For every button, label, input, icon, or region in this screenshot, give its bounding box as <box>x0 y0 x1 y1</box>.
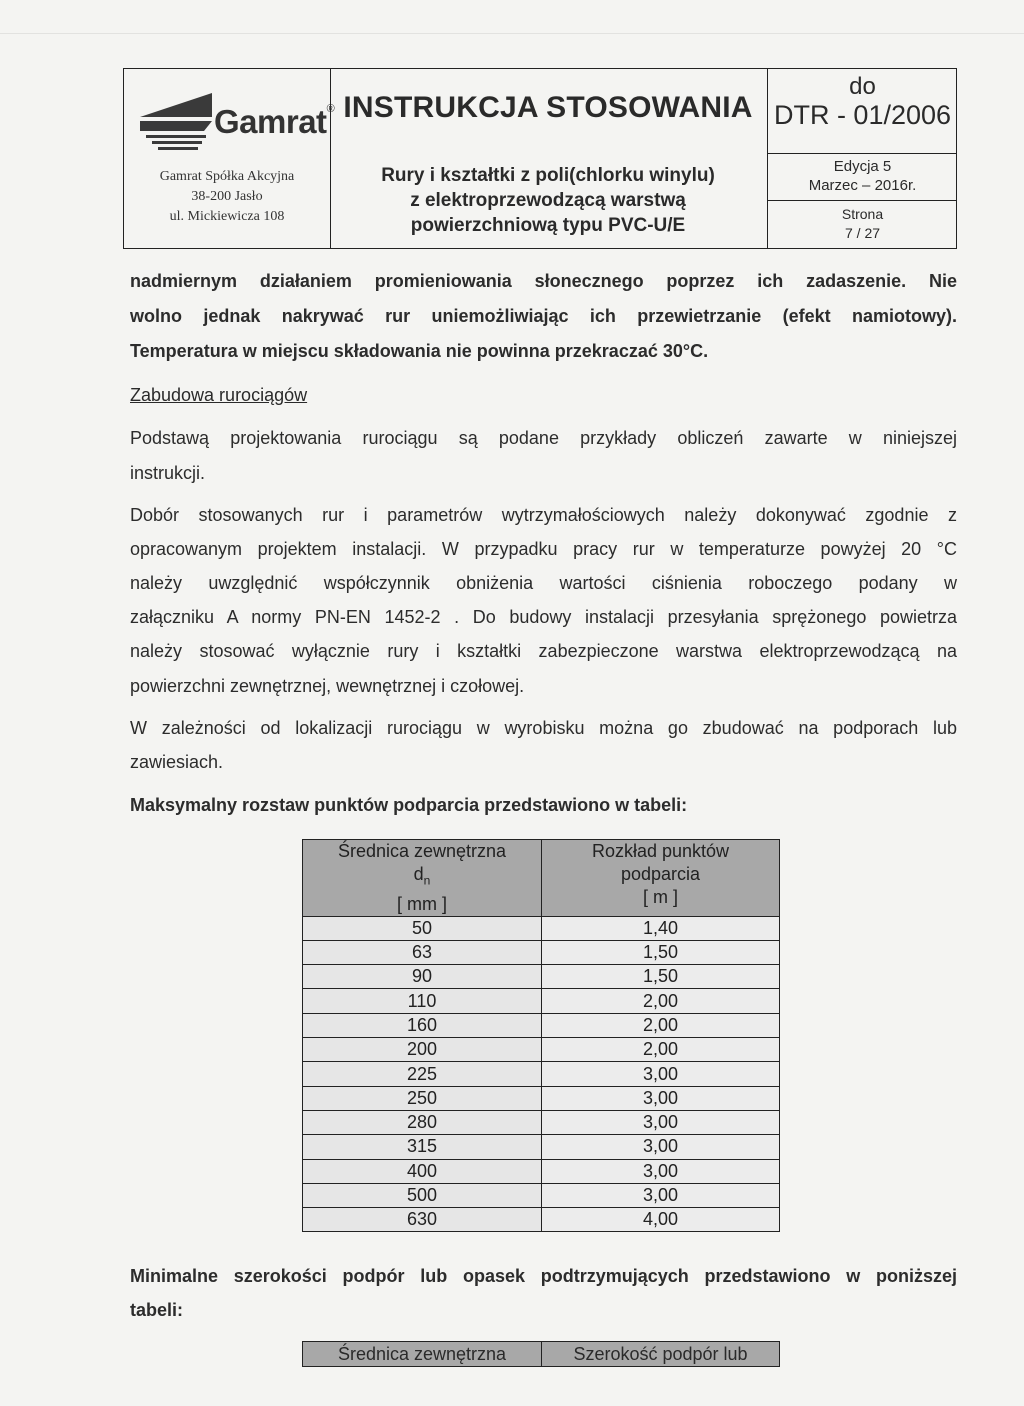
table-header-row <box>303 1342 780 1367</box>
spacing-cell: 1,50 <box>542 965 780 989</box>
logo-text: Gamrat <box>214 103 327 140</box>
document-header <box>123 68 957 249</box>
table-row <box>303 1062 780 1086</box>
instruction-title: INSTRUKCJA STOSOWANIA <box>343 91 753 124</box>
spacing-cell: 1,40 <box>542 916 780 940</box>
table-row <box>303 1183 780 1207</box>
diameter-cell: 225 <box>303 1062 542 1086</box>
table-row <box>303 965 780 989</box>
selection-paragraph-line: powierzchni zewnętrznej, wewnętrznej i czołowej. <box>130 676 525 696</box>
spacing-cell: 3,00 <box>542 1062 780 1086</box>
gamrat-logo-icon <box>132 77 222 157</box>
location-paragraph-line: zawiesiach. <box>130 752 224 772</box>
storage-paragraph-line: Temperatura w miejscu składowania nie powinna przekraczać 30°C. <box>130 341 709 361</box>
diameter-cell: 315 <box>303 1135 542 1159</box>
doc-code: DTR - 01/2006 <box>773 100 952 130</box>
spacing-cell: 3,00 <box>542 1135 780 1159</box>
header-diameter: Średnica zewnętrzna $d_n$ [ mm ] <box>303 840 542 917</box>
selection-paragraph-line: należy stosować wyłącznie rury i kształtki zabezpieczone warstwa elektroprzewodzącą na <box>130 641 957 661</box>
table-row <box>303 1208 780 1232</box>
location-paragraph-line: W zależności od lokalizacji rurociągu w wyrobisku można go zbudować na podporach lub <box>130 718 957 738</box>
diameter-cell: 110 <box>303 989 542 1013</box>
table1-caption: Maksymalny rozstaw punktów podparcia przedstawiono w tabeli: <box>130 795 688 815</box>
spacing-cell: 3,00 <box>542 1110 780 1134</box>
spacing-cell: 3,00 <box>542 1086 780 1110</box>
spacing-cell: 4,00 <box>542 1208 780 1232</box>
storage-paragraph-line: nadmiernym działaniem promieniowania słonecznego poprzez ich zadaszenie. Nie <box>130 271 957 291</box>
selection-paragraph-line: opracowanym projektem instalacji. W przypadku pracy rur w temperaturze powyżej 20 °C <box>130 539 957 559</box>
table2-caption-line: Minimalne szerokości podpór lub opasek podtrzymujących przedstawiono w poniższej <box>130 1266 957 1286</box>
support-width-table <box>302 1341 780 1367</box>
spacing-cell: 3,00 <box>542 1183 780 1207</box>
company-street: ul. Mickiewicza 108 <box>169 209 285 224</box>
table-row <box>303 1013 780 1037</box>
product-subtitle <box>330 163 766 238</box>
diameter-cell: 50 <box>303 916 542 940</box>
table-row <box>303 1086 780 1110</box>
selection-paragraph-line: załączniku A normy PN-EN 1452-2 . Do budowy instalacji przesyłania sprężonego powietrza <box>130 607 957 627</box>
storage-paragraph-line: wolno jednak nakrywać rur uniemożliwiając ich przewietrzanie (efekt namiotowy). <box>130 306 957 326</box>
edition: Edycja 5 <box>833 158 892 175</box>
company-city: 38-200 Jasło <box>191 189 263 204</box>
table-row <box>303 1038 780 1062</box>
page-info <box>767 205 958 243</box>
design-paragraph-line: instrukcji. <box>130 463 206 483</box>
table-row <box>303 940 780 964</box>
header-diameter: Średnica zewnętrzna <box>303 1342 542 1367</box>
spacing-cell: 2,00 <box>542 1038 780 1062</box>
edition-info <box>767 157 958 195</box>
selection-paragraph-line: Dobór stosowanych rur i parametrów wytrzymałościowych należy dokonywać zgodnie z <box>130 505 957 525</box>
table-header-row <box>303 840 780 917</box>
design-paragraph-line: Podstawą projektowania rurociągu są podane przykłady obliczeń zawarte w niniejszej <box>130 428 957 448</box>
subtitle-line: powierzchniową typu PVC-U/E <box>410 215 686 236</box>
table-row <box>303 1135 780 1159</box>
table-row <box>303 1159 780 1183</box>
header-support-width: Szerokość podpór lub <box>542 1342 780 1367</box>
spacing-cell: 2,00 <box>542 1013 780 1037</box>
subtitle-line: Rury i kształtki z poli(chlorku winylu) <box>381 165 715 186</box>
page-label: Strona <box>841 206 884 222</box>
diameter-cell: 63 <box>303 940 542 964</box>
section-heading: Zabudowa rurociągów <box>130 385 308 405</box>
diameter-cell: 90 <box>303 965 542 989</box>
spacing-cell: 3,00 <box>542 1159 780 1183</box>
spacing-cell: 2,00 <box>542 989 780 1013</box>
company-address <box>124 167 330 227</box>
edition-date: Marzec – 2016r. <box>808 177 917 194</box>
diameter-cell: 400 <box>303 1159 542 1183</box>
subtitle-line: z elektroprzewodzącą warstwą <box>410 190 686 211</box>
diameter-cell: 200 <box>303 1038 542 1062</box>
table-row <box>303 916 780 940</box>
page-number: 7 / 27 <box>844 225 881 241</box>
selection-paragraph-line: należy uwzględnić współczynnik obniżenia wartości ciśnienia roboczego podany w <box>130 573 957 593</box>
table2-caption-line: tabeli: <box>130 1300 184 1320</box>
spacing-cell: 1,50 <box>542 940 780 964</box>
diameter-cell: 250 <box>303 1086 542 1110</box>
diameter-cell: 160 <box>303 1013 542 1037</box>
company-name: Gamrat Spółka Akcyjna <box>159 169 295 184</box>
header-spacing: Rozkład punktów podparcia [ m ] <box>542 840 780 917</box>
diameter-cell: 500 <box>303 1183 542 1207</box>
support-spacing-table <box>302 839 780 1232</box>
diameter-cell: 280 <box>303 1110 542 1134</box>
table-body <box>303 916 780 1232</box>
doc-prefix: do <box>849 73 876 100</box>
gamrat-logo: Gamrat® <box>132 77 327 157</box>
table-row <box>303 989 780 1013</box>
diameter-cell: 630 <box>303 1208 542 1232</box>
table-row <box>303 1110 780 1134</box>
